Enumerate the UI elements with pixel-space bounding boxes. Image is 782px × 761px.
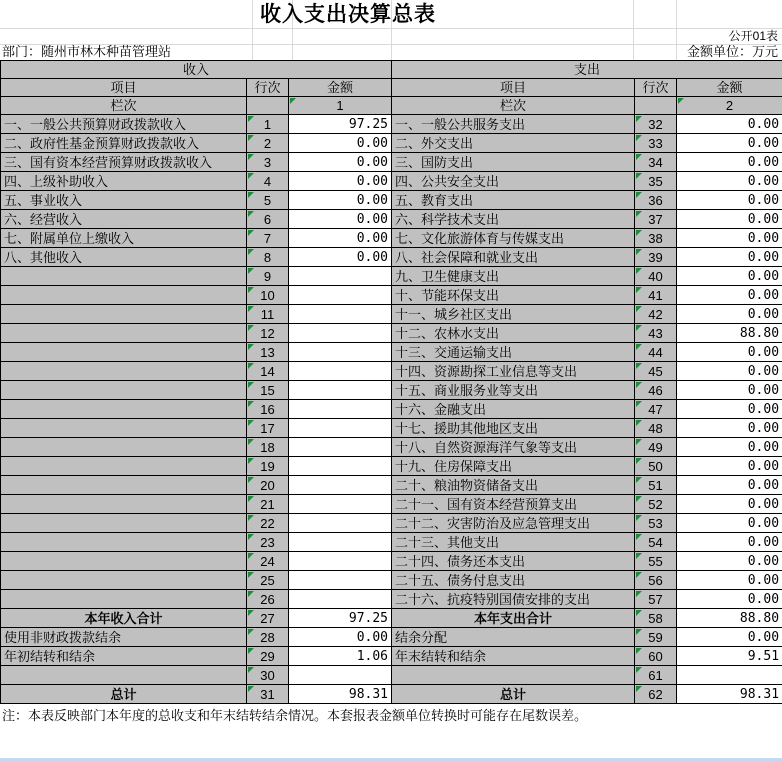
expense-amount-cell[interactable]: 0.00 bbox=[677, 153, 782, 172]
expense-line-cell[interactable]: 53 bbox=[635, 514, 677, 533]
expense-line-cell[interactable]: 45 bbox=[635, 362, 677, 381]
income-line-cell[interactable]: 10 bbox=[247, 286, 289, 305]
income-line-cell[interactable]: 28 bbox=[247, 628, 289, 647]
expense-amount-cell[interactable]: 0.00 bbox=[677, 305, 782, 324]
income-item-cell[interactable]: 七、附属单位上缴收入 bbox=[1, 229, 247, 248]
expense-item-cell[interactable]: 十九、住房保障支出 bbox=[392, 457, 635, 476]
table-row bbox=[1, 419, 782, 438]
table-row bbox=[1, 248, 782, 267]
income-item-cell[interactable]: 年初结转和结余 bbox=[1, 647, 247, 666]
income-item-cell[interactable] bbox=[1, 457, 247, 476]
income-item-cell[interactable] bbox=[1, 552, 247, 571]
table-row bbox=[1, 590, 782, 609]
table-row bbox=[1, 476, 782, 495]
page-title: 收入支出决算总表 bbox=[260, 3, 436, 26]
expense-item-cell[interactable]: 五、教育支出 bbox=[392, 191, 635, 210]
table-row bbox=[1, 457, 782, 476]
income-item-cell[interactable]: 八、其他收入 bbox=[1, 248, 247, 267]
income-line-cell[interactable]: 31 bbox=[247, 685, 289, 704]
income-item-cell[interactable]: 本年收入合计 bbox=[1, 609, 247, 628]
expense-index-line-cell bbox=[635, 97, 677, 115]
income-line-cell[interactable]: 23 bbox=[247, 533, 289, 552]
income-line-cell[interactable]: 14 bbox=[247, 362, 289, 381]
income-line-cell[interactable]: 26 bbox=[247, 590, 289, 609]
income-amount-cell[interactable] bbox=[289, 419, 392, 438]
index-row bbox=[1, 97, 782, 115]
expense-item-cell[interactable]: 十四、资源勘探工业信息等支出 bbox=[392, 362, 635, 381]
expense-line-cell[interactable]: 35 bbox=[635, 172, 677, 191]
income-line-cell[interactable]: 12 bbox=[247, 324, 289, 343]
expense-line-cell[interactable]: 55 bbox=[635, 552, 677, 571]
expense-amount-cell[interactable]: 0.00 bbox=[677, 191, 782, 210]
income-line-cell[interactable]: 3 bbox=[247, 153, 289, 172]
income-line-cell[interactable]: 16 bbox=[247, 400, 289, 419]
expense-item-cell[interactable]: 八、社会保障和就业支出 bbox=[392, 248, 635, 267]
expense-item-cell[interactable]: 二、外交支出 bbox=[392, 134, 635, 153]
expense-amount-cell[interactable]: 0.00 bbox=[677, 134, 782, 153]
expense-amount-cell[interactable]: 0.00 bbox=[677, 552, 782, 571]
income-line-cell[interactable]: 25 bbox=[247, 571, 289, 590]
income-item-cell[interactable] bbox=[1, 381, 247, 400]
income-line-cell[interactable]: 30 bbox=[247, 666, 289, 685]
income-line-cell[interactable]: 9 bbox=[247, 267, 289, 286]
expense-line-cell[interactable]: 56 bbox=[635, 571, 677, 590]
table-row bbox=[1, 362, 782, 381]
income-amount-cell[interactable] bbox=[289, 362, 392, 381]
expense-item-cell[interactable]: 十七、援助其他地区支出 bbox=[392, 419, 635, 438]
expense-amount-cell[interactable]: 0.00 bbox=[677, 419, 782, 438]
expense-amount-cell[interactable]: 0.00 bbox=[677, 400, 782, 419]
income-index-line-cell bbox=[247, 97, 289, 115]
income-amount-cell[interactable] bbox=[289, 343, 392, 362]
expense-amount-cell[interactable]: 0.00 bbox=[677, 590, 782, 609]
table-row bbox=[1, 343, 782, 362]
table-row bbox=[1, 495, 782, 514]
expense-line-cell[interactable]: 42 bbox=[635, 305, 677, 324]
income-item-cell[interactable] bbox=[1, 495, 247, 514]
income-amount-cell[interactable] bbox=[289, 381, 392, 400]
table-row bbox=[1, 647, 782, 666]
expense-item-cell[interactable]: 六、科学技术支出 bbox=[392, 210, 635, 229]
income-item-cell[interactable] bbox=[1, 305, 247, 324]
income-index-label: 栏次 bbox=[1, 97, 247, 115]
income-amount-cell[interactable] bbox=[289, 571, 392, 590]
expense-amount-cell[interactable]: 98.31 bbox=[677, 685, 782, 704]
expense-amount-cell[interactable]: 0.00 bbox=[677, 343, 782, 362]
expense-amount-cell[interactable]: 0.00 bbox=[677, 476, 782, 495]
expense-line-cell[interactable]: 58 bbox=[635, 609, 677, 628]
expense-line-cell[interactable]: 52 bbox=[635, 495, 677, 514]
income-line-cell[interactable]: 29 bbox=[247, 647, 289, 666]
expense-amount-cell[interactable]: 0.00 bbox=[677, 229, 782, 248]
income-line-cell[interactable]: 11 bbox=[247, 305, 289, 324]
income-amount-cell[interactable] bbox=[289, 533, 392, 552]
expense-item-cell[interactable]: 二十、粮油物资储备支出 bbox=[392, 476, 635, 495]
expense-amount-cell[interactable]: 0.00 bbox=[677, 210, 782, 229]
income-item-cell[interactable] bbox=[1, 419, 247, 438]
income-item-cell[interactable] bbox=[1, 514, 247, 533]
expense-amount-cell[interactable]: 0.00 bbox=[677, 248, 782, 267]
expense-line-cell[interactable]: 60 bbox=[635, 647, 677, 666]
table-row bbox=[1, 533, 782, 552]
income-line-cell[interactable]: 8 bbox=[247, 248, 289, 267]
income-amount-cell[interactable]: 97.25 bbox=[289, 609, 392, 628]
expense-line-cell[interactable]: 57 bbox=[635, 590, 677, 609]
income-amount-cell[interactable] bbox=[289, 324, 392, 343]
expense-amount-cell[interactable]: 0.00 bbox=[677, 495, 782, 514]
expense-item-cell[interactable]: 二十四、债务还本支出 bbox=[392, 552, 635, 571]
income-item-cell[interactable]: 五、事业收入 bbox=[1, 191, 247, 210]
income-amount-cell[interactable] bbox=[289, 267, 392, 286]
income-amount-cell[interactable]: 0.00 bbox=[289, 210, 392, 229]
income-line-cell[interactable]: 27 bbox=[247, 609, 289, 628]
expense-line-cell[interactable]: 33 bbox=[635, 134, 677, 153]
expense-item-cell[interactable]: 年末结转和结余 bbox=[392, 647, 635, 666]
income-item-cell[interactable] bbox=[1, 400, 247, 419]
expense-amount-cell[interactable]: 0.00 bbox=[677, 267, 782, 286]
expense-line-cell[interactable]: 61 bbox=[635, 666, 677, 685]
income-line-cell[interactable]: 7 bbox=[247, 229, 289, 248]
expense-line-cell[interactable]: 36 bbox=[635, 191, 677, 210]
income-item-cell[interactable]: 二、政府性基金预算财政拨款收入 bbox=[1, 134, 247, 153]
expense-amount-header: 金额 bbox=[677, 79, 782, 97]
income-item-cell[interactable] bbox=[1, 533, 247, 552]
expense-line-cell[interactable]: 43 bbox=[635, 324, 677, 343]
section-header-row bbox=[1, 61, 782, 79]
income-line-cell[interactable]: 15 bbox=[247, 381, 289, 400]
expense-line-cell[interactable]: 34 bbox=[635, 153, 677, 172]
income-line-cell[interactable]: 24 bbox=[247, 552, 289, 571]
income-amount-cell[interactable] bbox=[289, 495, 392, 514]
table-row bbox=[1, 685, 782, 704]
expense-item-cell[interactable]: 十、节能环保支出 bbox=[392, 286, 635, 305]
expense-amount-cell[interactable]: 88.80 bbox=[677, 609, 782, 628]
expense-amount-cell[interactable]: 0.00 bbox=[677, 115, 782, 134]
expense-index-label: 栏次 bbox=[392, 97, 635, 115]
income-amount-cell[interactable]: 0.00 bbox=[289, 134, 392, 153]
expense-item-cell[interactable]: 九、卫生健康支出 bbox=[392, 267, 635, 286]
table-row bbox=[1, 666, 782, 685]
income-amount-cell[interactable]: 0.00 bbox=[289, 191, 392, 210]
expense-item-cell[interactable]: 二十二、灾害防治及应急管理支出 bbox=[392, 514, 635, 533]
table-row bbox=[1, 210, 782, 229]
accounts-table bbox=[0, 60, 782, 704]
income-line-cell[interactable]: 4 bbox=[247, 172, 289, 191]
expense-line-cell[interactable]: 40 bbox=[635, 267, 677, 286]
expense-item-cell[interactable]: 十二、农林水支出 bbox=[392, 324, 635, 343]
expense-item-cell[interactable]: 十五、商业服务业等支出 bbox=[392, 381, 635, 400]
expense-amount-cell[interactable]: 0.00 bbox=[677, 514, 782, 533]
gridline bbox=[0, 28, 782, 29]
expense-item-cell[interactable]: 三、国防支出 bbox=[392, 153, 635, 172]
expense-item-cell[interactable]: 十三、交通运输支出 bbox=[392, 343, 635, 362]
expense-line-cell[interactable]: 47 bbox=[635, 400, 677, 419]
expense-line-cell[interactable]: 59 bbox=[635, 628, 677, 647]
table-row bbox=[1, 115, 782, 134]
income-item-cell[interactable] bbox=[1, 571, 247, 590]
expense-amount-cell[interactable]: 0.00 bbox=[677, 172, 782, 191]
expense-item-cell[interactable]: 二十五、债务付息支出 bbox=[392, 571, 635, 590]
income-line-cell[interactable]: 19 bbox=[247, 457, 289, 476]
income-item-cell[interactable] bbox=[1, 267, 247, 286]
expense-line-cell[interactable]: 49 bbox=[635, 438, 677, 457]
income-item-cell[interactable] bbox=[1, 476, 247, 495]
expense-item-cell[interactable]: 一、一般公共服务支出 bbox=[392, 115, 635, 134]
expense-index-value: 2 bbox=[677, 97, 782, 115]
title-area bbox=[0, 0, 782, 60]
expense-line-header: 行次 bbox=[635, 79, 677, 97]
column-header-row bbox=[1, 79, 782, 97]
income-amount-cell[interactable] bbox=[289, 457, 392, 476]
unit-label: 金额单位：万元 bbox=[686, 44, 778, 59]
expense-item-cell[interactable]: 七、文化旅游体育与传媒支出 bbox=[392, 229, 635, 248]
income-amount-cell[interactable] bbox=[289, 438, 392, 457]
expense-line-cell[interactable]: 44 bbox=[635, 343, 677, 362]
expense-line-cell[interactable]: 37 bbox=[635, 210, 677, 229]
table-row bbox=[1, 400, 782, 419]
income-item-cell[interactable] bbox=[1, 590, 247, 609]
expense-line-cell[interactable]: 41 bbox=[635, 286, 677, 305]
expense-item-cell[interactable]: 十八、自然资源海洋气象等支出 bbox=[392, 438, 635, 457]
footnote: 注：本表反映部门本年度的总收支和年末结转结余情况。本套报表金额单位转换时可能存在尾数误差。 bbox=[0, 704, 782, 723]
income-line-cell[interactable]: 18 bbox=[247, 438, 289, 457]
expense-amount-cell[interactable]: 0.00 bbox=[677, 628, 782, 647]
income-item-cell[interactable]: 使用非财政拨款结余 bbox=[1, 628, 247, 647]
expense-section-header: 支出 bbox=[392, 61, 782, 79]
income-item-cell[interactable] bbox=[1, 286, 247, 305]
income-amount-cell[interactable]: 98.31 bbox=[289, 685, 392, 704]
table-row bbox=[1, 514, 782, 533]
income-amount-header: 金额 bbox=[289, 79, 392, 97]
expense-line-cell[interactable]: 46 bbox=[635, 381, 677, 400]
income-index-value: 1 bbox=[289, 97, 392, 115]
income-item-cell[interactable]: 三、国有资本经营预算财政拨款收入 bbox=[1, 153, 247, 172]
expense-item-cell[interactable]: 十六、金融支出 bbox=[392, 400, 635, 419]
income-line-cell[interactable]: 6 bbox=[247, 210, 289, 229]
income-amount-cell[interactable]: 0.00 bbox=[289, 229, 392, 248]
income-amount-cell[interactable]: 0.00 bbox=[289, 248, 392, 267]
expense-line-cell[interactable]: 54 bbox=[635, 533, 677, 552]
income-line-cell[interactable]: 5 bbox=[247, 191, 289, 210]
table-row bbox=[1, 305, 782, 324]
table-row bbox=[1, 324, 782, 343]
expense-item-cell[interactable]: 本年支出合计 bbox=[392, 609, 635, 628]
expense-amount-cell[interactable]: 0.00 bbox=[677, 438, 782, 457]
income-amount-cell[interactable] bbox=[289, 666, 392, 685]
income-item-cell[interactable] bbox=[1, 343, 247, 362]
table-row bbox=[1, 609, 782, 628]
income-line-cell[interactable]: 17 bbox=[247, 419, 289, 438]
expense-amount-cell[interactable]: 9.51 bbox=[677, 647, 782, 666]
income-line-cell[interactable]: 20 bbox=[247, 476, 289, 495]
income-amount-cell[interactable] bbox=[289, 305, 392, 324]
table-row bbox=[1, 153, 782, 172]
income-amount-cell[interactable]: 97.25 bbox=[289, 115, 392, 134]
income-line-cell[interactable]: 2 bbox=[247, 134, 289, 153]
expense-amount-cell[interactable]: 0.00 bbox=[677, 571, 782, 590]
table-row bbox=[1, 571, 782, 590]
table-row bbox=[1, 628, 782, 647]
income-amount-cell[interactable] bbox=[289, 400, 392, 419]
expense-amount-cell[interactable]: 0.00 bbox=[677, 286, 782, 305]
expense-item-cell[interactable]: 二十六、抗疫特别国债安排的支出 bbox=[392, 590, 635, 609]
table-row bbox=[1, 267, 782, 286]
income-line-cell[interactable]: 13 bbox=[247, 343, 289, 362]
income-amount-cell[interactable]: 0.00 bbox=[289, 172, 392, 191]
expense-amount-cell[interactable]: 0.00 bbox=[677, 381, 782, 400]
expense-item-cell[interactable] bbox=[392, 666, 635, 685]
income-amount-cell[interactable] bbox=[289, 286, 392, 305]
income-line-header: 行次 bbox=[247, 79, 289, 97]
table-row bbox=[1, 438, 782, 457]
expense-item-cell[interactable]: 二十三、其他支出 bbox=[392, 533, 635, 552]
table-row bbox=[1, 134, 782, 153]
income-item-cell[interactable]: 六、经营收入 bbox=[1, 210, 247, 229]
expense-item-cell[interactable]: 结余分配 bbox=[392, 628, 635, 647]
table-row bbox=[1, 381, 782, 400]
income-item-cell[interactable]: 总计 bbox=[1, 685, 247, 704]
department-label: 部门：随州市林木种苗管理站 bbox=[2, 44, 172, 59]
expense-item-cell[interactable]: 四、公共安全支出 bbox=[392, 172, 635, 191]
income-amount-cell[interactable]: 0.00 bbox=[289, 153, 392, 172]
expense-item-cell[interactable]: 总计 bbox=[392, 685, 635, 704]
expense-line-cell[interactable]: 39 bbox=[635, 248, 677, 267]
income-amount-cell[interactable] bbox=[289, 476, 392, 495]
expense-amount-cell[interactable]: 0.00 bbox=[677, 362, 782, 381]
expense-amount-cell[interactable]: 0.00 bbox=[677, 457, 782, 476]
expense-line-cell[interactable]: 38 bbox=[635, 229, 677, 248]
income-item-cell[interactable] bbox=[1, 324, 247, 343]
income-amount-cell[interactable] bbox=[289, 552, 392, 571]
income-item-cell[interactable] bbox=[1, 666, 247, 685]
income-item-cell[interactable]: 一、一般公共预算财政拨款收入 bbox=[1, 115, 247, 134]
table-row bbox=[1, 172, 782, 191]
table-row bbox=[1, 552, 782, 571]
expense-line-cell[interactable]: 51 bbox=[635, 476, 677, 495]
table-row bbox=[1, 191, 782, 210]
income-section-header: 收入 bbox=[1, 61, 392, 79]
expense-line-cell[interactable]: 32 bbox=[635, 115, 677, 134]
income-item-cell[interactable] bbox=[1, 362, 247, 381]
income-line-cell[interactable]: 1 bbox=[247, 115, 289, 134]
income-line-cell[interactable]: 22 bbox=[247, 514, 289, 533]
expense-amount-cell[interactable] bbox=[677, 666, 782, 685]
expense-amount-cell[interactable]: 0.00 bbox=[677, 533, 782, 552]
expense-line-cell[interactable]: 62 bbox=[635, 685, 677, 704]
expense-item-header: 项目 bbox=[392, 79, 635, 97]
income-amount-cell[interactable] bbox=[289, 514, 392, 533]
expense-line-cell[interactable]: 48 bbox=[635, 419, 677, 438]
income-amount-cell[interactable]: 0.00 bbox=[289, 628, 392, 647]
table-row bbox=[1, 229, 782, 248]
expense-amount-cell[interactable]: 88.80 bbox=[677, 324, 782, 343]
expense-item-cell[interactable]: 二十一、国有资本经营预算支出 bbox=[392, 495, 635, 514]
income-amount-cell[interactable] bbox=[289, 590, 392, 609]
income-line-cell[interactable]: 21 bbox=[247, 495, 289, 514]
income-item-header: 项目 bbox=[1, 79, 247, 97]
expense-line-cell[interactable]: 50 bbox=[635, 457, 677, 476]
income-amount-cell[interactable]: 1.06 bbox=[289, 647, 392, 666]
table-row bbox=[1, 286, 782, 305]
sheet-code: 公开01表 bbox=[728, 29, 778, 43]
income-item-cell[interactable] bbox=[1, 438, 247, 457]
income-item-cell[interactable]: 四、上级补助收入 bbox=[1, 172, 247, 191]
expense-item-cell[interactable]: 十一、城乡社区支出 bbox=[392, 305, 635, 324]
